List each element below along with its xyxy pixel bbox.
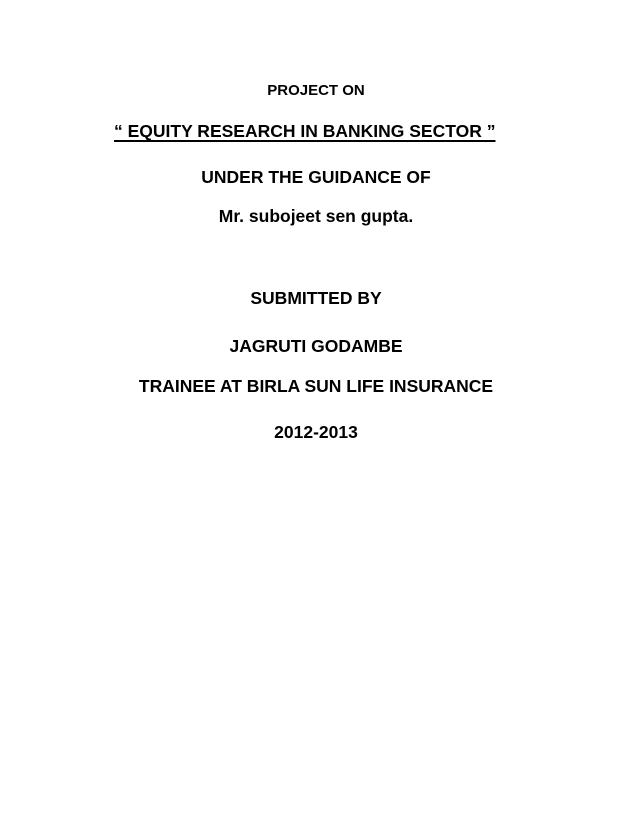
guide-name: Mr. subojeet sen gupta. <box>218 206 414 226</box>
trainee-affiliation: TRAINEE AT BIRLA SUN LIFE INSURANCE <box>138 376 494 396</box>
student-name: JAGRUTI GODAMBE <box>229 336 403 356</box>
submitted-by-heading: SUBMITTED BY <box>250 288 382 308</box>
project-on-heading: PROJECT ON <box>267 82 365 99</box>
project-title: “ EQUITY RESEARCH IN BANKING SECTOR ” <box>114 121 496 141</box>
guidance-heading: UNDER THE GUIDANCE OF <box>201 167 431 187</box>
academic-year: 2012-2013 <box>274 422 358 442</box>
